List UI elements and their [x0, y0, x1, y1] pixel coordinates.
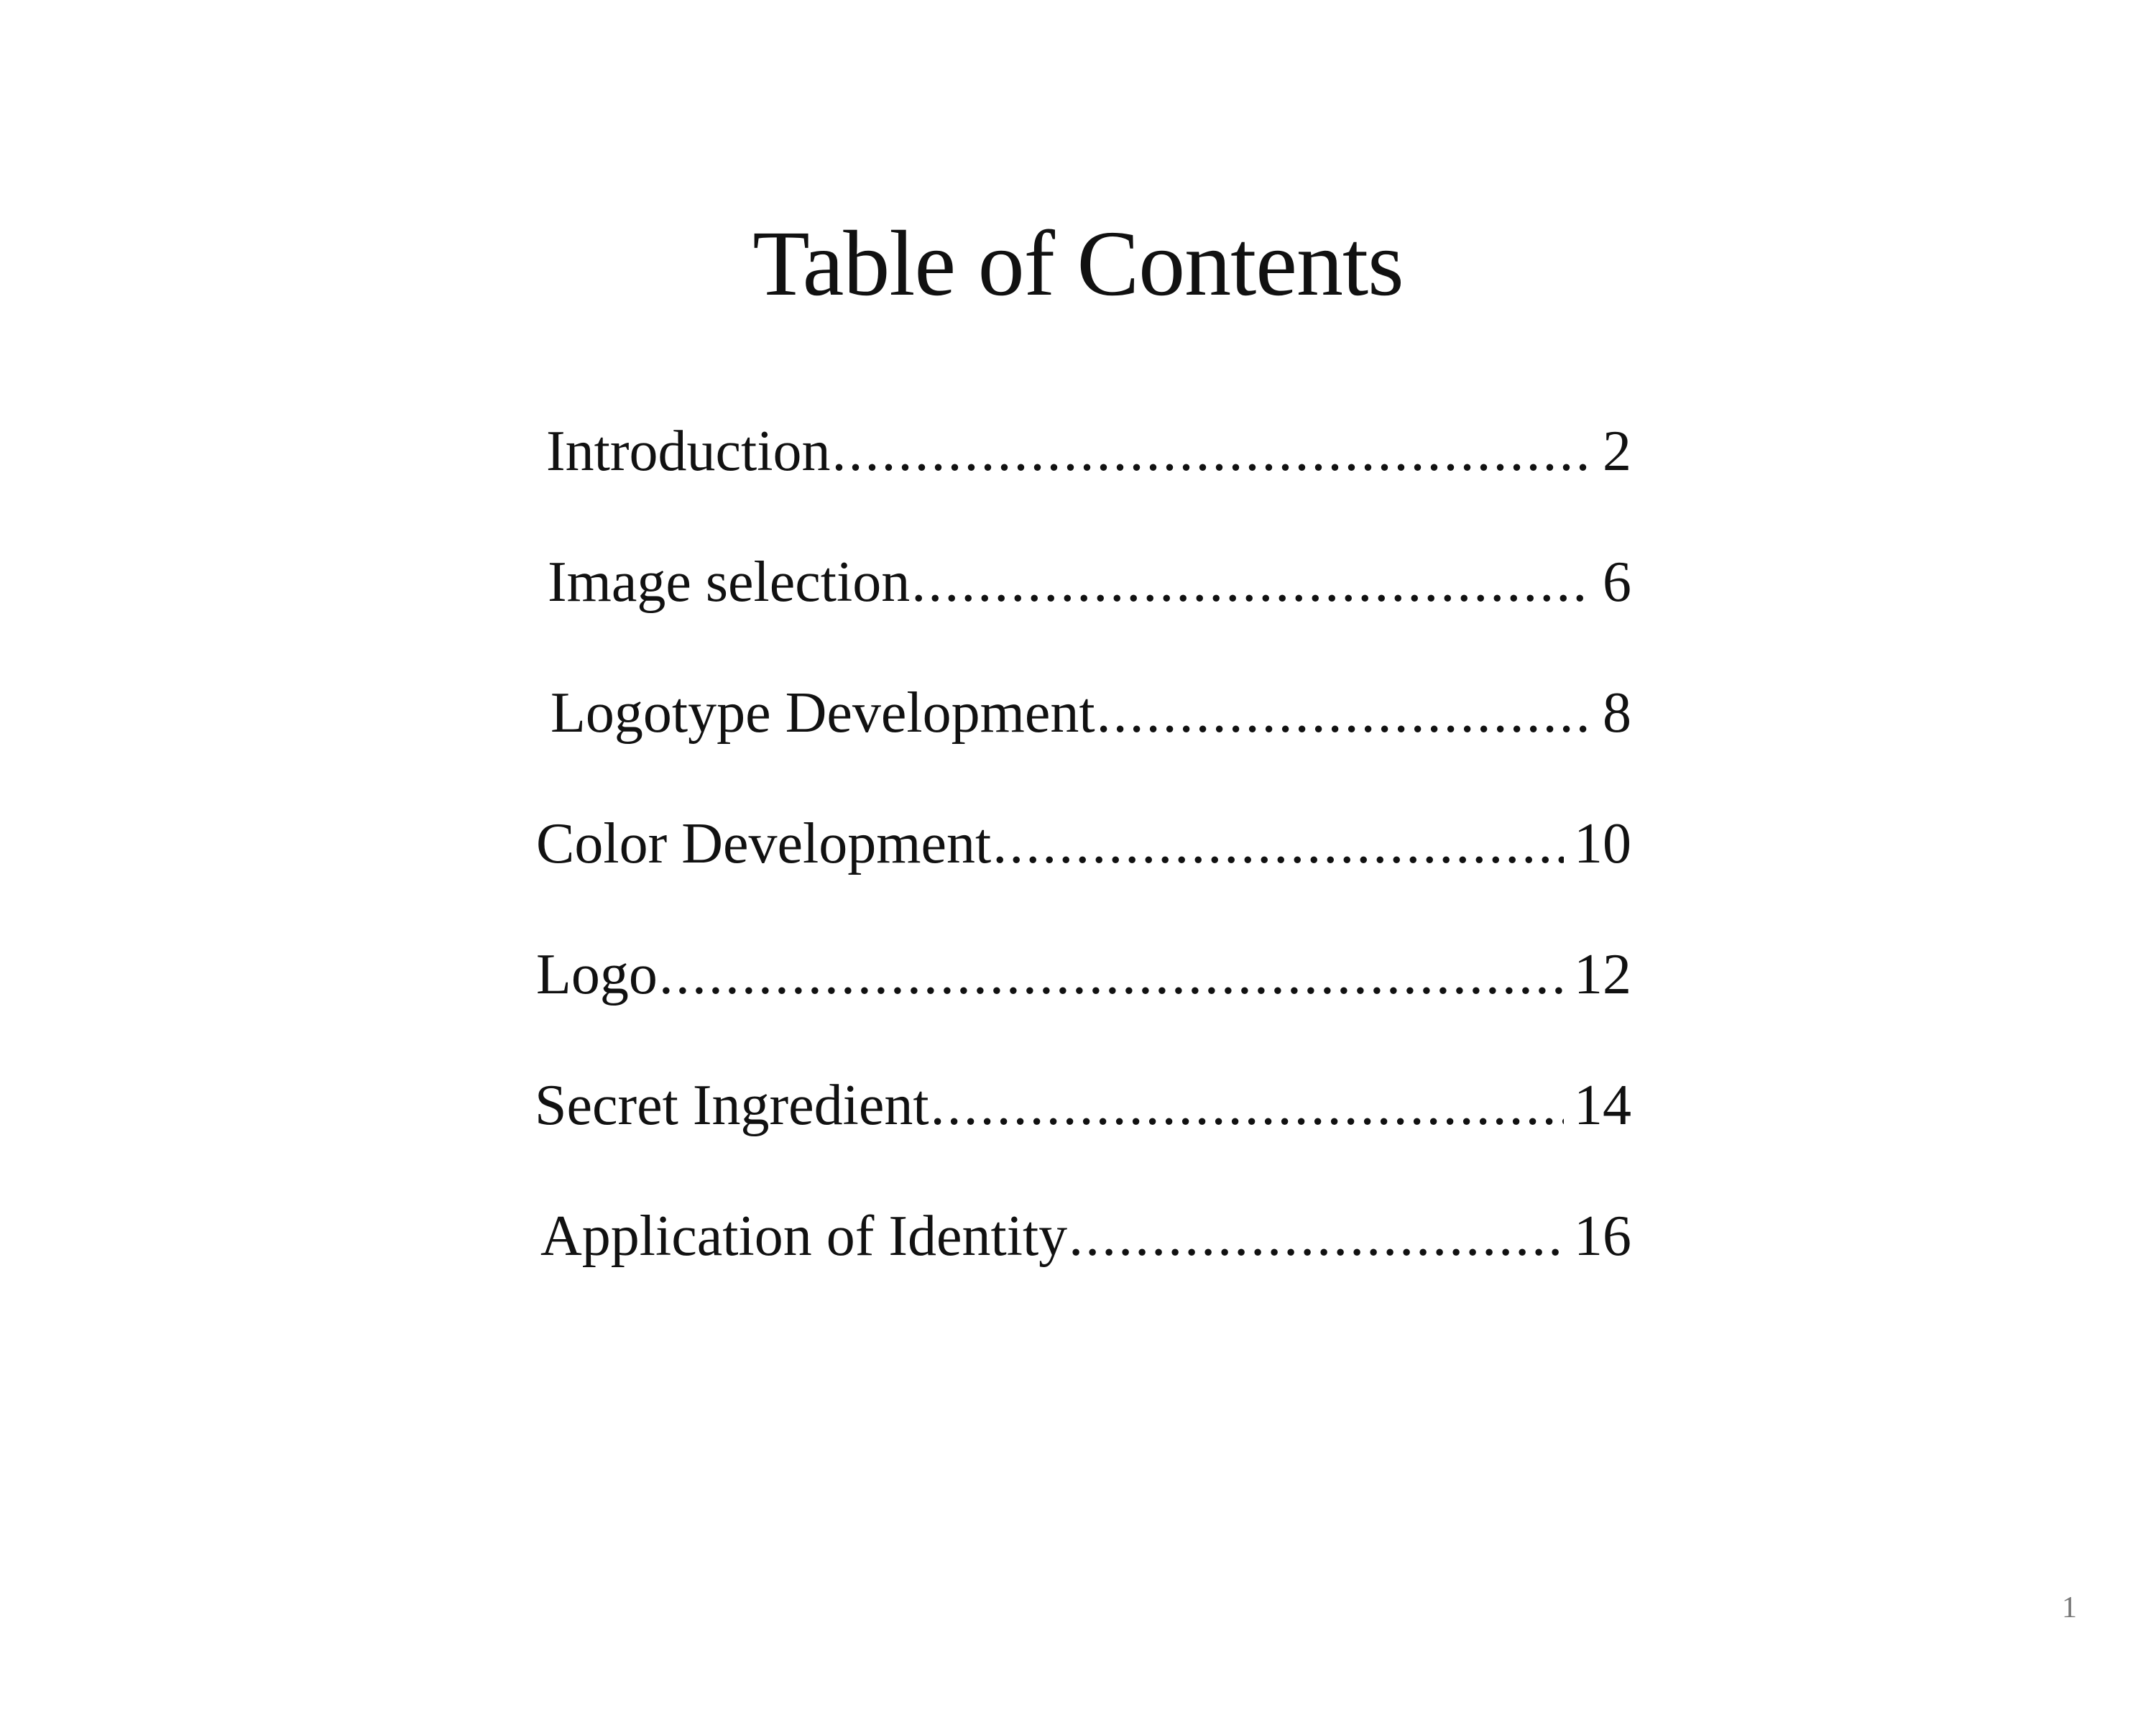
toc-dot-leader	[992, 808, 1564, 880]
toc-entry-logo	[536, 939, 1631, 1011]
toc-entry-page: 8	[1603, 681, 1631, 745]
toc-entry-introduction	[546, 415, 1631, 487]
toc-entry-label: Color Development	[536, 812, 992, 875]
toc-entry-logotype-development	[550, 677, 1631, 749]
page-title: Table of Contents	[752, 212, 1404, 316]
toc-entry-label: Logo	[536, 943, 658, 1006]
toc-entry-page: 12	[1574, 943, 1631, 1006]
toc-dot-leader	[931, 1070, 1564, 1141]
toc-entry-page: 6	[1603, 551, 1631, 614]
toc-entry-label: Secret Ingredient	[535, 1074, 929, 1137]
page-number: 1	[2062, 1591, 2077, 1624]
toc-entry-label: Image selection	[548, 551, 911, 614]
toc-dot-leader	[1097, 677, 1593, 749]
toc-entry-page: 10	[1574, 812, 1631, 875]
toc-entry-label: Logotype Development	[550, 681, 1095, 745]
toc-entry-secret-ingredient	[535, 1070, 1631, 1141]
toc-entry-page: 2	[1603, 420, 1631, 483]
toc-entry-page: 16	[1574, 1205, 1631, 1268]
toc-dot-leader	[831, 415, 1593, 487]
toc-entry-page: 14	[1574, 1074, 1631, 1137]
toc-dot-leader	[659, 939, 1564, 1011]
toc-entry-image-selection	[548, 546, 1631, 618]
toc-entry-label: Introduction	[546, 420, 831, 483]
toc-entry-label: Application of Identity	[540, 1205, 1068, 1268]
toc-entry-color-development	[536, 808, 1631, 880]
toc-dot-leader	[911, 546, 1593, 618]
toc-dot-leader	[1069, 1200, 1564, 1272]
toc-entry-application-of-identity	[540, 1200, 1631, 1272]
